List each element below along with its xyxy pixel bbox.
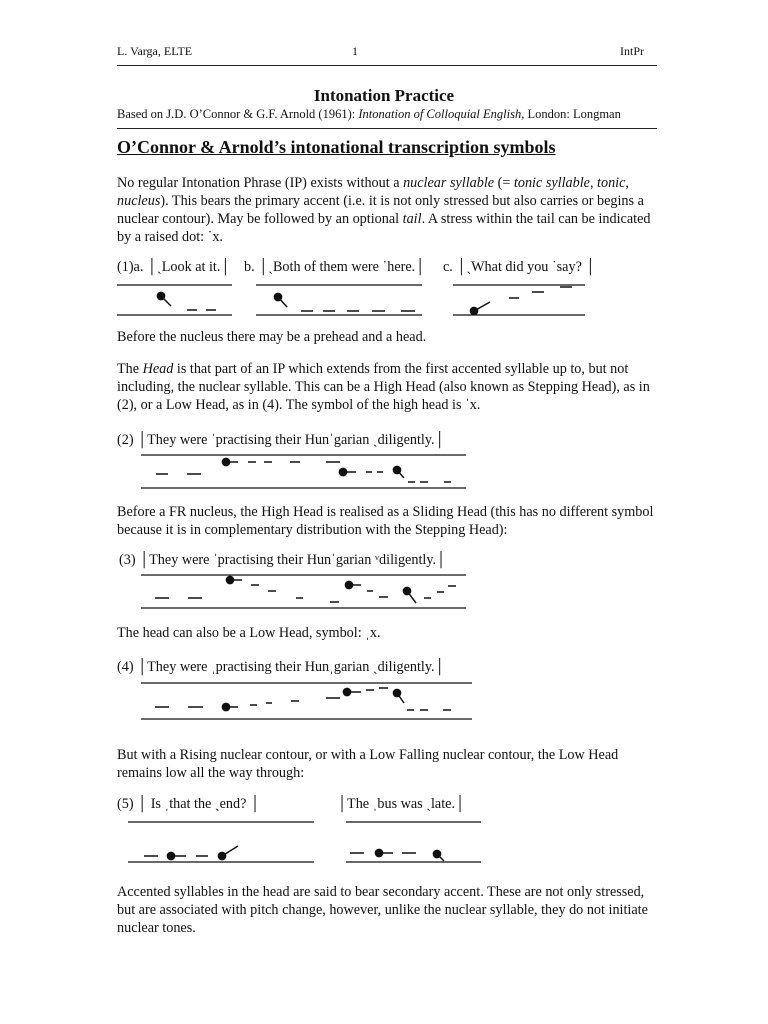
paragraph-prehead: Before the nucleus there may be a prehead and a head.	[117, 329, 427, 345]
header-author: L. Varga, ELTE	[117, 44, 193, 58]
paragraph-secondary-accent: Accented syllables in the head are said to bear secondary accent. These are not only stressed, but are associated with pitch change, however, unlike the nuclear syllable, they do not initiate nuclear tones.	[117, 884, 648, 936]
example-5b: │The ˌbus was ˎlate.│	[337, 796, 466, 812]
example-4: (4) │They were ˌpractising their Hunˌgarian ˎdiligently.│	[117, 659, 445, 675]
paragraph-sliding-head: Before a FR nucleus, the High Head is realised as a Sliding Head (this has no different symbol because it is in complementary distribution with the Stepping Head):	[117, 504, 654, 538]
header-code: IntPr	[620, 44, 644, 58]
example-1c: c. │ˏWhat did you ˙say? │	[443, 259, 596, 275]
header-page-number: 1	[352, 44, 358, 58]
example-1a: (1)a. │ˎLook at it.│	[117, 259, 231, 275]
example-5a: (5) │ Is ˌthat the ˏend? │	[117, 796, 261, 812]
paragraph-head: The Head is that part of an IP which extends from the first accented syllable up to, but not including, the nuclear syllable. This can be a High Head (also known as Stepping Head), as in (2), or a Low Head, as in (4). The symbol of the high head is ˈx.	[117, 361, 650, 413]
example-1b: b. │ˎBoth of them were ˙here.│	[244, 259, 426, 275]
section-heading: O’Connor & Arnold’s intonational transcription symbols	[117, 137, 556, 157]
example-2: (2) │They were ˈpractising their Hunˈgarian ˎdiligently.│	[117, 432, 445, 448]
paragraph-nucleus: No regular Intonation Phrase (IP) exists without a nuclear syllable (= tonic syllable, tonic, nucleus). This bears the primary accent (i.e. it is not only stressed but also carries or begins a nuclear contour). May be followed by an optional tail. A stress within the tail can be indicated by a raised dot: ˙x.	[117, 175, 651, 245]
example-3: (3) │They were ˈpractising their Hunˈgarian ᵛdiligently.│	[119, 552, 447, 568]
page-title: Intonation Practice	[313, 86, 455, 105]
paragraph-low-head: The head can also be a Low Head, symbol: ˌx.	[117, 625, 381, 641]
paragraph-rising: But with a Rising nuclear contour, or with a Low Falling nuclear contour, the Low Head remains low all the way through:	[117, 747, 619, 781]
source-citation: Based on J.D. O’Connor & G.F. Arnold (1961): Intonation of Colloquial English, London: Longman	[117, 107, 621, 121]
